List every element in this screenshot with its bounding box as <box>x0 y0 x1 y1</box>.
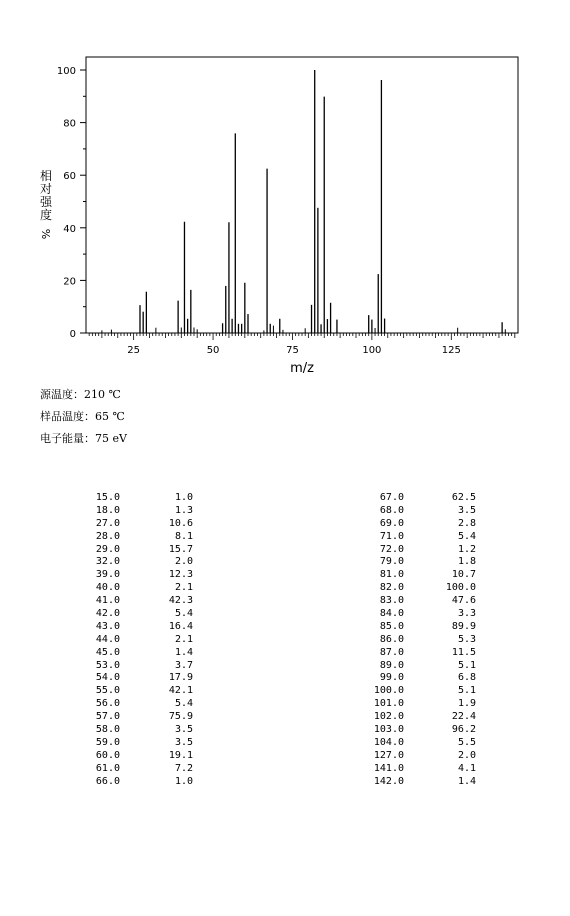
x-axis-label: m/z <box>290 361 314 376</box>
y-axis <box>57 66 86 340</box>
abundance-value: 5.4 <box>174 698 193 710</box>
table-row <box>80 750 200 763</box>
abundance-value: 1.9 <box>457 698 476 710</box>
y-tick-label: 60 <box>63 171 76 183</box>
x-tick-label: 50 <box>206 345 220 356</box>
abundance-value: 5.1 <box>457 659 476 671</box>
abundance-value: 2.0 <box>174 556 193 568</box>
mz-value: 101.0 <box>373 698 404 710</box>
table-row <box>360 582 480 595</box>
mz-value: 45.0 <box>95 646 120 658</box>
mz-value: 58.0 <box>95 724 120 736</box>
condition-sample-temperature <box>40 410 125 424</box>
mz-value: 142.0 <box>373 775 404 787</box>
abundance-value: 1.0 <box>174 492 193 503</box>
abundance-value: 100.0 <box>445 582 476 594</box>
abundance-value: 75.9 <box>168 711 193 723</box>
mass-spectrum-chart <box>0 0 570 380</box>
mz-value: 89.0 <box>379 659 404 671</box>
table-row <box>80 647 200 660</box>
table-row <box>80 518 200 531</box>
mz-value: 41.0 <box>95 595 120 607</box>
abundance-value: 3.5 <box>174 736 193 748</box>
table-row <box>360 698 480 711</box>
abundance-value: 6.8 <box>457 672 476 684</box>
abundance-value: 2.0 <box>457 749 476 761</box>
abundance-value: 5.4 <box>457 530 476 542</box>
table-row <box>80 698 200 711</box>
mz-value: 60.0 <box>95 749 120 761</box>
peak-table-right <box>360 492 480 788</box>
y-tick-label: 0 <box>69 329 76 340</box>
mz-value: 84.0 <box>379 608 404 620</box>
y-axis-label <box>40 168 53 239</box>
table-row <box>360 634 480 647</box>
abundance-value: 42.1 <box>168 685 193 697</box>
table-row <box>360 711 480 724</box>
table-row <box>360 531 480 544</box>
abundance-value: 96.2 <box>451 724 476 736</box>
abundance-value: 1.4 <box>174 646 193 658</box>
table-row <box>360 724 480 737</box>
abundance-value: 5.1 <box>457 685 476 697</box>
table-row <box>80 737 200 750</box>
table-row <box>360 776 480 789</box>
mz-value: 104.0 <box>373 736 404 748</box>
table-row <box>80 634 200 647</box>
mz-value: 71.0 <box>379 530 404 542</box>
peak-table-left <box>80 492 200 788</box>
abundance-value: 62.5 <box>451 492 476 503</box>
mz-value: 28.0 <box>95 530 120 542</box>
mz-value: 18.0 <box>95 504 120 516</box>
abundance-value: 1.8 <box>457 556 476 568</box>
y-tick-label: 80 <box>63 118 76 130</box>
abundance-value: 4.1 <box>457 762 476 774</box>
mz-value: 39.0 <box>95 569 120 581</box>
table-row <box>80 711 200 724</box>
condition-source-temperature <box>40 388 121 402</box>
mz-value: 53.0 <box>95 659 120 671</box>
mz-value: 57.0 <box>95 711 120 723</box>
table-row <box>360 569 480 582</box>
table-row <box>80 608 200 621</box>
table-row <box>360 660 480 673</box>
mz-value: 32.0 <box>95 556 120 568</box>
mz-value: 72.0 <box>379 543 404 555</box>
mz-value: 127.0 <box>373 749 404 761</box>
y-tick-label: 100 <box>56 66 76 77</box>
table-row <box>360 672 480 685</box>
mz-value: 99.0 <box>379 672 404 684</box>
x-tick-label: 125 <box>441 345 461 356</box>
table-row <box>360 505 480 518</box>
y-label-char: 相 <box>39 169 53 183</box>
table-row <box>80 569 200 582</box>
y-label-char: 对 <box>39 182 53 196</box>
table-row <box>80 544 200 557</box>
y-label-unit: % <box>40 228 53 240</box>
table-row <box>360 608 480 621</box>
mz-value: 69.0 <box>379 517 404 529</box>
table-row <box>80 556 200 569</box>
condition-value: 75 eV <box>95 432 127 445</box>
x-tick-label: 25 <box>127 345 141 356</box>
abundance-value: 5.5 <box>457 736 476 748</box>
mz-value: 44.0 <box>95 633 120 645</box>
mz-value: 141.0 <box>373 762 404 774</box>
y-tick-label: 40 <box>63 223 76 235</box>
mz-value: 67.0 <box>379 492 404 503</box>
table-row <box>360 621 480 634</box>
y-tick-label: 20 <box>63 276 76 288</box>
x-axis <box>89 333 515 356</box>
condition-electron-energy <box>40 432 127 446</box>
abundance-value: 3.5 <box>457 504 476 516</box>
abundance-value: 5.4 <box>174 608 193 620</box>
mz-value: 66.0 <box>95 775 120 787</box>
abundance-value: 47.6 <box>451 595 476 607</box>
mz-value: 59.0 <box>95 736 120 748</box>
table-row <box>80 621 200 634</box>
y-label-char: 度 <box>39 208 53 222</box>
x-tick-label: 100 <box>362 345 382 356</box>
mz-value: 87.0 <box>379 646 404 658</box>
abundance-value: 2.8 <box>457 517 476 529</box>
table-row <box>80 492 200 505</box>
abundance-value: 10.6 <box>168 517 193 529</box>
abundance-value: 89.9 <box>451 620 476 632</box>
mz-value: 55.0 <box>95 685 120 697</box>
table-row <box>360 556 480 569</box>
abundance-value: 5.3 <box>457 633 476 645</box>
table-row <box>80 685 200 698</box>
mz-value: 54.0 <box>95 672 120 684</box>
mz-value: 43.0 <box>95 620 120 632</box>
table-row <box>80 763 200 776</box>
plot-frame <box>86 57 518 333</box>
y-label-char: 强 <box>39 195 53 209</box>
table-row <box>360 685 480 698</box>
table-row <box>360 750 480 763</box>
table-row <box>80 776 200 789</box>
condition-value: 210 ℃ <box>84 388 121 401</box>
mz-value: 27.0 <box>95 517 120 529</box>
mz-value: 100.0 <box>373 685 404 697</box>
mz-value: 81.0 <box>379 569 404 581</box>
mz-value: 79.0 <box>379 556 404 568</box>
abundance-value: 3.7 <box>174 659 193 671</box>
table-row <box>80 660 200 673</box>
table-row <box>360 544 480 557</box>
table-row <box>80 724 200 737</box>
abundance-value: 2.1 <box>174 582 193 594</box>
table-row <box>360 595 480 608</box>
mz-value: 103.0 <box>373 724 404 736</box>
x-tick-label: 75 <box>286 345 299 356</box>
mz-value: 42.0 <box>95 608 120 620</box>
table-row <box>80 531 200 544</box>
mz-value: 102.0 <box>373 711 404 723</box>
condition-value: 65 ℃ <box>95 410 125 423</box>
abundance-value: 1.2 <box>457 543 476 555</box>
table-row <box>360 737 480 750</box>
mz-value: 29.0 <box>95 543 120 555</box>
abundance-value: 3.5 <box>174 724 193 736</box>
abundance-value: 2.1 <box>174 633 193 645</box>
abundance-value: 7.2 <box>174 762 193 774</box>
abundance-value: 19.1 <box>168 749 193 761</box>
mz-value: 61.0 <box>95 762 120 774</box>
table-row <box>80 582 200 595</box>
abundance-value: 15.7 <box>168 543 193 555</box>
mz-value: 15.0 <box>95 492 120 503</box>
table-row <box>80 505 200 518</box>
mz-value: 86.0 <box>379 633 404 645</box>
condition-label: 电子能量： <box>40 432 95 445</box>
mz-value: 68.0 <box>379 504 404 516</box>
table-row <box>360 647 480 660</box>
mz-value: 85.0 <box>379 620 404 632</box>
table-row <box>80 595 200 608</box>
abundance-value: 1.4 <box>457 775 476 787</box>
mz-value: 82.0 <box>379 582 404 594</box>
abundance-value: 42.3 <box>168 595 193 607</box>
table-row <box>360 763 480 776</box>
abundance-value: 17.9 <box>168 672 193 684</box>
abundance-value: 16.4 <box>168 620 193 632</box>
abundance-value: 12.3 <box>168 569 193 581</box>
table-row <box>360 492 480 505</box>
table-row <box>360 518 480 531</box>
mz-value: 83.0 <box>379 595 404 607</box>
abundance-value: 10.7 <box>451 569 476 581</box>
condition-label: 源温度： <box>40 388 84 401</box>
condition-label: 样品温度： <box>40 410 95 423</box>
abundance-value: 11.5 <box>451 646 476 658</box>
abundance-value: 1.3 <box>174 504 193 516</box>
mz-value: 56.0 <box>95 698 120 710</box>
spectrum-peaks <box>102 70 505 333</box>
table-row <box>80 672 200 685</box>
abundance-value: 22.4 <box>451 711 476 723</box>
mz-value: 40.0 <box>95 582 120 594</box>
abundance-value: 1.0 <box>174 775 193 787</box>
abundance-value: 8.1 <box>174 530 193 542</box>
abundance-value: 3.3 <box>457 608 476 620</box>
